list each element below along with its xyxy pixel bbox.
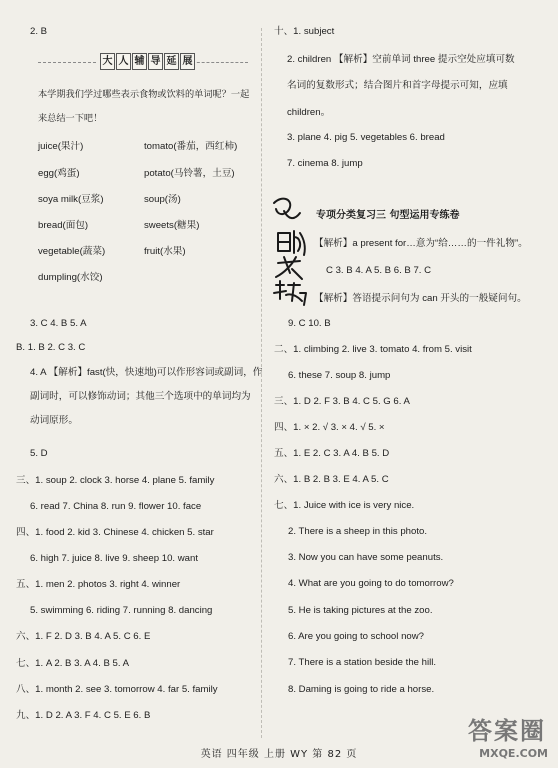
column-divider (261, 28, 262, 738)
section-banner (100, 53, 195, 70)
banner-char: 展 (180, 53, 195, 70)
vocab-item: dumpling(水饺) (38, 272, 103, 283)
answer-line: 六、1. B 2. B 3. E 4. A 5. C (274, 474, 389, 485)
answer-line: 6. read 7. China 8. run 9. flower 10. face (30, 501, 202, 512)
page-footer: 英语 四年级 上册 WY 第 82 页 (200, 749, 358, 760)
handwriting-scribble (270, 193, 340, 307)
vocab-item: tomato(番茄，西红柿) (144, 141, 238, 152)
vocab-item: fruit(水果) (144, 246, 186, 257)
vocab-item: egg(鸡蛋) (38, 168, 80, 179)
answer-line: 6. high 7. juice 8. live 9. sheep 10. want (30, 553, 198, 564)
answer-line: 3. C 4. B 5. A (30, 318, 87, 329)
answer-line: 9. C 10. B (288, 318, 331, 329)
watermark-url: MXQE.COM (479, 747, 548, 760)
answer-line: 七、1. A 2. B 3. A 4. B 5. A (16, 658, 130, 669)
intro-text: 本学期我们学过哪些表示食物或饮料的单词呢？一起 (38, 89, 250, 100)
answer-line: B. 1. B 2. C 3. C (16, 342, 86, 353)
vocab-item: vegetable(蔬菜) (38, 246, 106, 257)
answer-line: 8. Daming is going to ride a horse. (288, 684, 435, 695)
answer-line: 动词原形。 (30, 415, 78, 426)
answer-line: 【解析】a present for…意为“给……的一件礼物”。 (314, 238, 528, 249)
answer-line: 二、1. climbing 2. live 3. tomato 4. from 5. visit (274, 344, 472, 355)
answer-line: 十、1. subject (274, 26, 335, 37)
answer-line: 4. What are you going to do tomorrow? (288, 578, 454, 589)
intro-text: 来总结一下吧！ (38, 113, 103, 124)
answer-line: 六、1. F 2. D 3. B 4. A 5. C 6. E (16, 631, 151, 642)
answer-line: 2. There is a sheep in this photo. (288, 526, 428, 537)
answer-line: 【解析】答语提示问句为 can 开头的一般疑问句。 (314, 293, 527, 304)
answer-line: children。 (287, 107, 331, 118)
vocab-item: juice(果汁) (38, 141, 84, 152)
answer-line: 五、1. E 2. C 3. A 4. B 5. D (274, 448, 390, 459)
banner-char: 辅 (132, 53, 147, 70)
answer-line: 5. He is taking pictures at the zoo. (288, 605, 433, 616)
answer-line: 5. D (30, 448, 48, 459)
section-title: 专项分类复习三 句型运用专练卷 (316, 210, 460, 221)
watermark-logo: 答案圈 (468, 717, 546, 745)
answer-line: 2. children 【解析】空前单词 three 提示空处应填可数 (287, 54, 515, 65)
answer-line: 七、1. Juice with ice is very nice. (274, 500, 415, 511)
banner-char: 大 (100, 53, 115, 70)
vocab-item: soup(汤) (144, 194, 181, 205)
vocab-item: bread(面包) (38, 220, 89, 231)
answer-line: 四、1. × 2. √ 3. × 4. √ 5. × (274, 422, 385, 433)
answer-line: 名词的复数形式；结合图片和首字母提示可知，应填 (287, 80, 508, 91)
banner-char: 延 (164, 53, 179, 70)
answer-line: 7. There is a station beside the hill. (288, 657, 437, 668)
answer-line: 副词时，可以修饰动词；其他三个选项中的单词均为 (30, 391, 251, 402)
banner-char: 人 (116, 53, 131, 70)
banner-char: 导 (148, 53, 163, 70)
answer-line: 5. swimming 6. riding 7. running 8. dancing (30, 605, 213, 616)
vocab-item: potato(马铃薯，土豆) (144, 168, 235, 179)
answer-line: 三、1. D 2. F 3. B 4. C 5. G 6. A (274, 396, 410, 407)
answer-line: 4. A 【解析】fast(快，快速地)可以作形容词或副词，作 (30, 367, 263, 378)
answer-line: 四、1. food 2. kid 3. Chinese 4. chicken 5. star (16, 527, 214, 538)
answer-line: 八、1. month 2. see 3. tomorrow 4. far 5. family (16, 684, 218, 695)
answer-line: C 3. B 4. A 5. B 6. B 7. C (326, 265, 432, 276)
answer-line: 三、1. soup 2. clock 3. horse 4. plane 5. family (16, 475, 215, 486)
answer-line: 3. Now you can have some peanuts. (288, 552, 444, 563)
banner-rule-right (192, 62, 248, 63)
vocab-item: sweets(糖果) (144, 220, 200, 231)
answer-line: 6. these 7. soup 8. jump (288, 370, 391, 381)
vocab-item: soya milk(豆浆) (38, 194, 104, 205)
answer-line: 6. Are you going to school now? (288, 631, 425, 642)
answer-line: 7. cinema 8. jump (287, 158, 363, 169)
banner-rule-left (38, 62, 96, 63)
answer-line: 3. plane 4. pig 5. vegetables 6. bread (287, 132, 445, 143)
answer-line: 五、1. men 2. photos 3. right 4. winner (16, 579, 181, 590)
answer-line: 2. B (30, 26, 48, 37)
answer-line: 九、1. D 2. A 3. F 4. C 5. E 6. B (16, 710, 151, 721)
